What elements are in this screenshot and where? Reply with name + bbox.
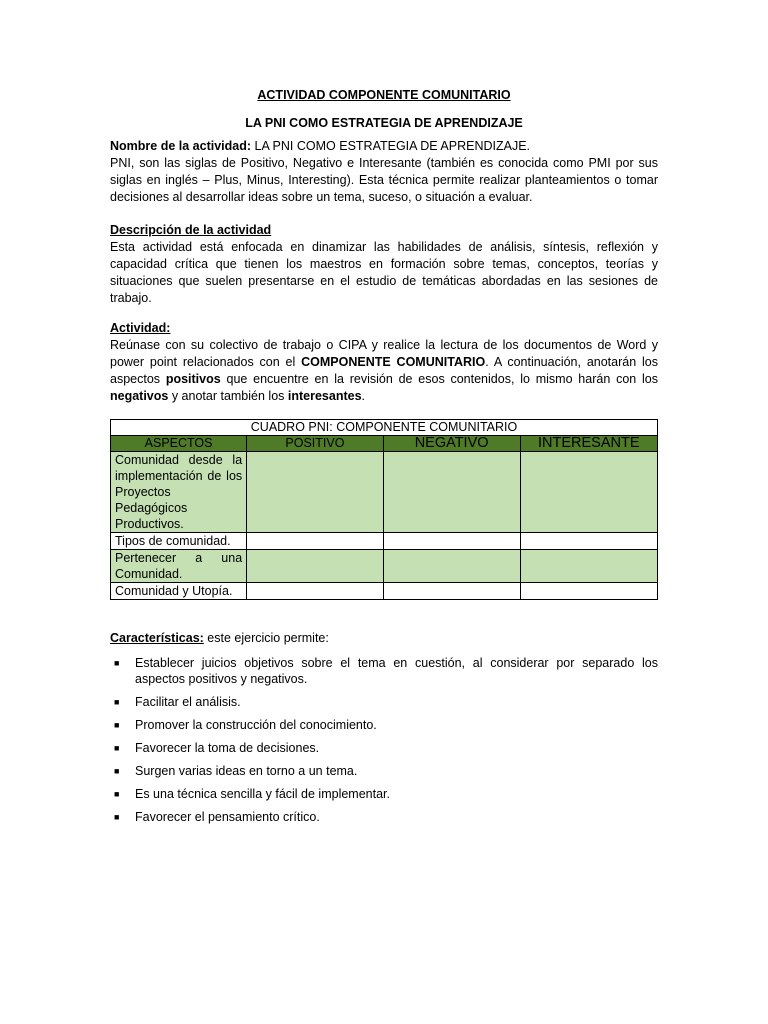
description-text: Esta actividad está enfocada en dinamizar las habilidades de análisis, síntesis, reflexión y capacidad crítica que tienen los maestros en formación sobre temas, conceptos, teorías y situaciones que suelen presentarse en el estudio de temáticas abordadas en las sesiones de trabajo. bbox=[110, 240, 658, 305]
description-section bbox=[110, 222, 658, 307]
activity-text bbox=[110, 337, 658, 405]
aspect-cell: Comunidad desde la implementación de los Proyectos Pedagógicos Productivos. bbox=[111, 452, 247, 533]
activity-text-part: que encuentre en la revisión de esos contenidos, lo mismo harán con los bbox=[220, 372, 658, 386]
list-item bbox=[110, 694, 658, 710]
negativo-cell[interactable] bbox=[383, 452, 520, 533]
interesante-cell[interactable] bbox=[520, 550, 657, 583]
activity-heading: Actividad: bbox=[110, 321, 171, 335]
positivo-cell[interactable] bbox=[247, 452, 384, 533]
document-subtitle: LA PNI COMO ESTRATEGIA DE APRENDIZAJE bbox=[245, 116, 523, 130]
list-item-text: Es una técnica sencilla y fácil de implementar. bbox=[135, 787, 390, 801]
table-header-row bbox=[111, 436, 658, 452]
activity-name-label: Nombre de la actividad: bbox=[110, 139, 252, 153]
table-row bbox=[111, 550, 658, 583]
list-item-text: Surgen varias ideas en torno a un tema. bbox=[135, 764, 358, 778]
list-item-text: Favorecer el pensamiento crítico. bbox=[135, 810, 320, 824]
activity-bold-component: COMPONENTE COMUNITARIO bbox=[301, 355, 486, 369]
intro-text: PNI, son las siglas de Positivo, Negativo e Interesante (también es conocida como PMI por sus siglas en inglés – Plus, Minus, Interesting). Esta técnica permite realizar planteamientos o tomar decisiones al desarrollar ideas sobre un tema, suceso, o situación a evaluar. bbox=[110, 156, 658, 204]
interesante-cell[interactable] bbox=[520, 452, 657, 533]
table-caption-row bbox=[111, 420, 658, 436]
positivo-cell[interactable] bbox=[247, 583, 384, 600]
activity-bold-interesantes: interesantes bbox=[287, 389, 362, 403]
description-heading: Descripción de la actividad bbox=[110, 223, 272, 237]
positivo-cell[interactable] bbox=[247, 550, 384, 583]
features-list bbox=[110, 655, 658, 832]
header-interesante: INTERESANTE bbox=[520, 436, 657, 452]
intro-paragraph bbox=[110, 138, 658, 206]
header-negativo: NEGATIVO bbox=[383, 436, 520, 452]
activity-bold-positivos: positivos bbox=[165, 372, 221, 386]
list-item bbox=[110, 655, 658, 687]
header-positivo: POSITIVO bbox=[247, 436, 384, 452]
activity-name-value: LA PNI COMO ESTRATEGIA DE APRENDIZAJE. bbox=[251, 139, 531, 153]
table-caption: CUADRO PNI: COMPONENTE COMUNITARIO bbox=[111, 420, 658, 436]
positivo-cell[interactable] bbox=[247, 533, 384, 550]
aspect-cell: Tipos de comunidad. bbox=[111, 533, 247, 550]
list-item-text: Facilitar el análisis. bbox=[135, 695, 241, 709]
bullet-icon: ■ bbox=[114, 697, 120, 707]
activity-text-part: . A continuación, anotarán los aspectos bbox=[110, 355, 658, 386]
bullet-icon: ■ bbox=[114, 789, 120, 799]
table-row bbox=[111, 452, 658, 533]
activity-text-part: y anotar también los bbox=[168, 389, 288, 403]
features-intro-text: este ejercicio permite: bbox=[203, 631, 329, 645]
activity-bold-negativos: negativos bbox=[110, 389, 169, 403]
pni-table bbox=[110, 419, 658, 600]
list-item bbox=[110, 763, 658, 779]
list-item bbox=[110, 717, 658, 733]
activity-text-part: . bbox=[361, 389, 366, 403]
interesante-cell[interactable] bbox=[520, 533, 657, 550]
activity-name-line bbox=[110, 138, 658, 155]
list-item-text: Establecer juicios objetivos sobre el tema en cuestión, al considerar por separado los aspectos positivos y negativos. bbox=[135, 656, 658, 686]
list-item bbox=[110, 809, 658, 825]
table-row bbox=[111, 533, 658, 550]
table-row bbox=[111, 583, 658, 600]
negativo-cell[interactable] bbox=[383, 550, 520, 583]
activity-text-part: Reúnase con su colectivo de trabajo o CIPA y realice la lectura de los documentos de Word y power point relacionados con el bbox=[110, 338, 658, 369]
negativo-cell[interactable] bbox=[383, 533, 520, 550]
activity-section bbox=[110, 320, 658, 405]
header-aspectos: ASPECTOS bbox=[111, 436, 247, 452]
features-heading: Características: bbox=[110, 631, 204, 645]
list-item bbox=[110, 740, 658, 756]
negativo-cell[interactable] bbox=[383, 583, 520, 600]
bullet-icon: ■ bbox=[114, 766, 120, 776]
bullet-icon: ■ bbox=[114, 743, 120, 753]
aspect-cell: Comunidad y Utopía. bbox=[111, 583, 247, 600]
features-intro bbox=[110, 630, 658, 647]
bullet-icon: ■ bbox=[114, 812, 120, 822]
list-item-text: Promover la construcción del conocimiento. bbox=[135, 718, 377, 732]
document-title: ACTIVIDAD COMPONENTE COMUNITARIO bbox=[257, 88, 511, 102]
list-item bbox=[110, 786, 658, 802]
aspect-cell: Pertenecer a una Comunidad. bbox=[111, 550, 247, 583]
bullet-icon: ■ bbox=[114, 720, 120, 730]
interesante-cell[interactable] bbox=[520, 583, 657, 600]
list-item-text: Favorecer la toma de decisiones. bbox=[135, 741, 320, 755]
bullet-icon: ■ bbox=[114, 658, 120, 668]
